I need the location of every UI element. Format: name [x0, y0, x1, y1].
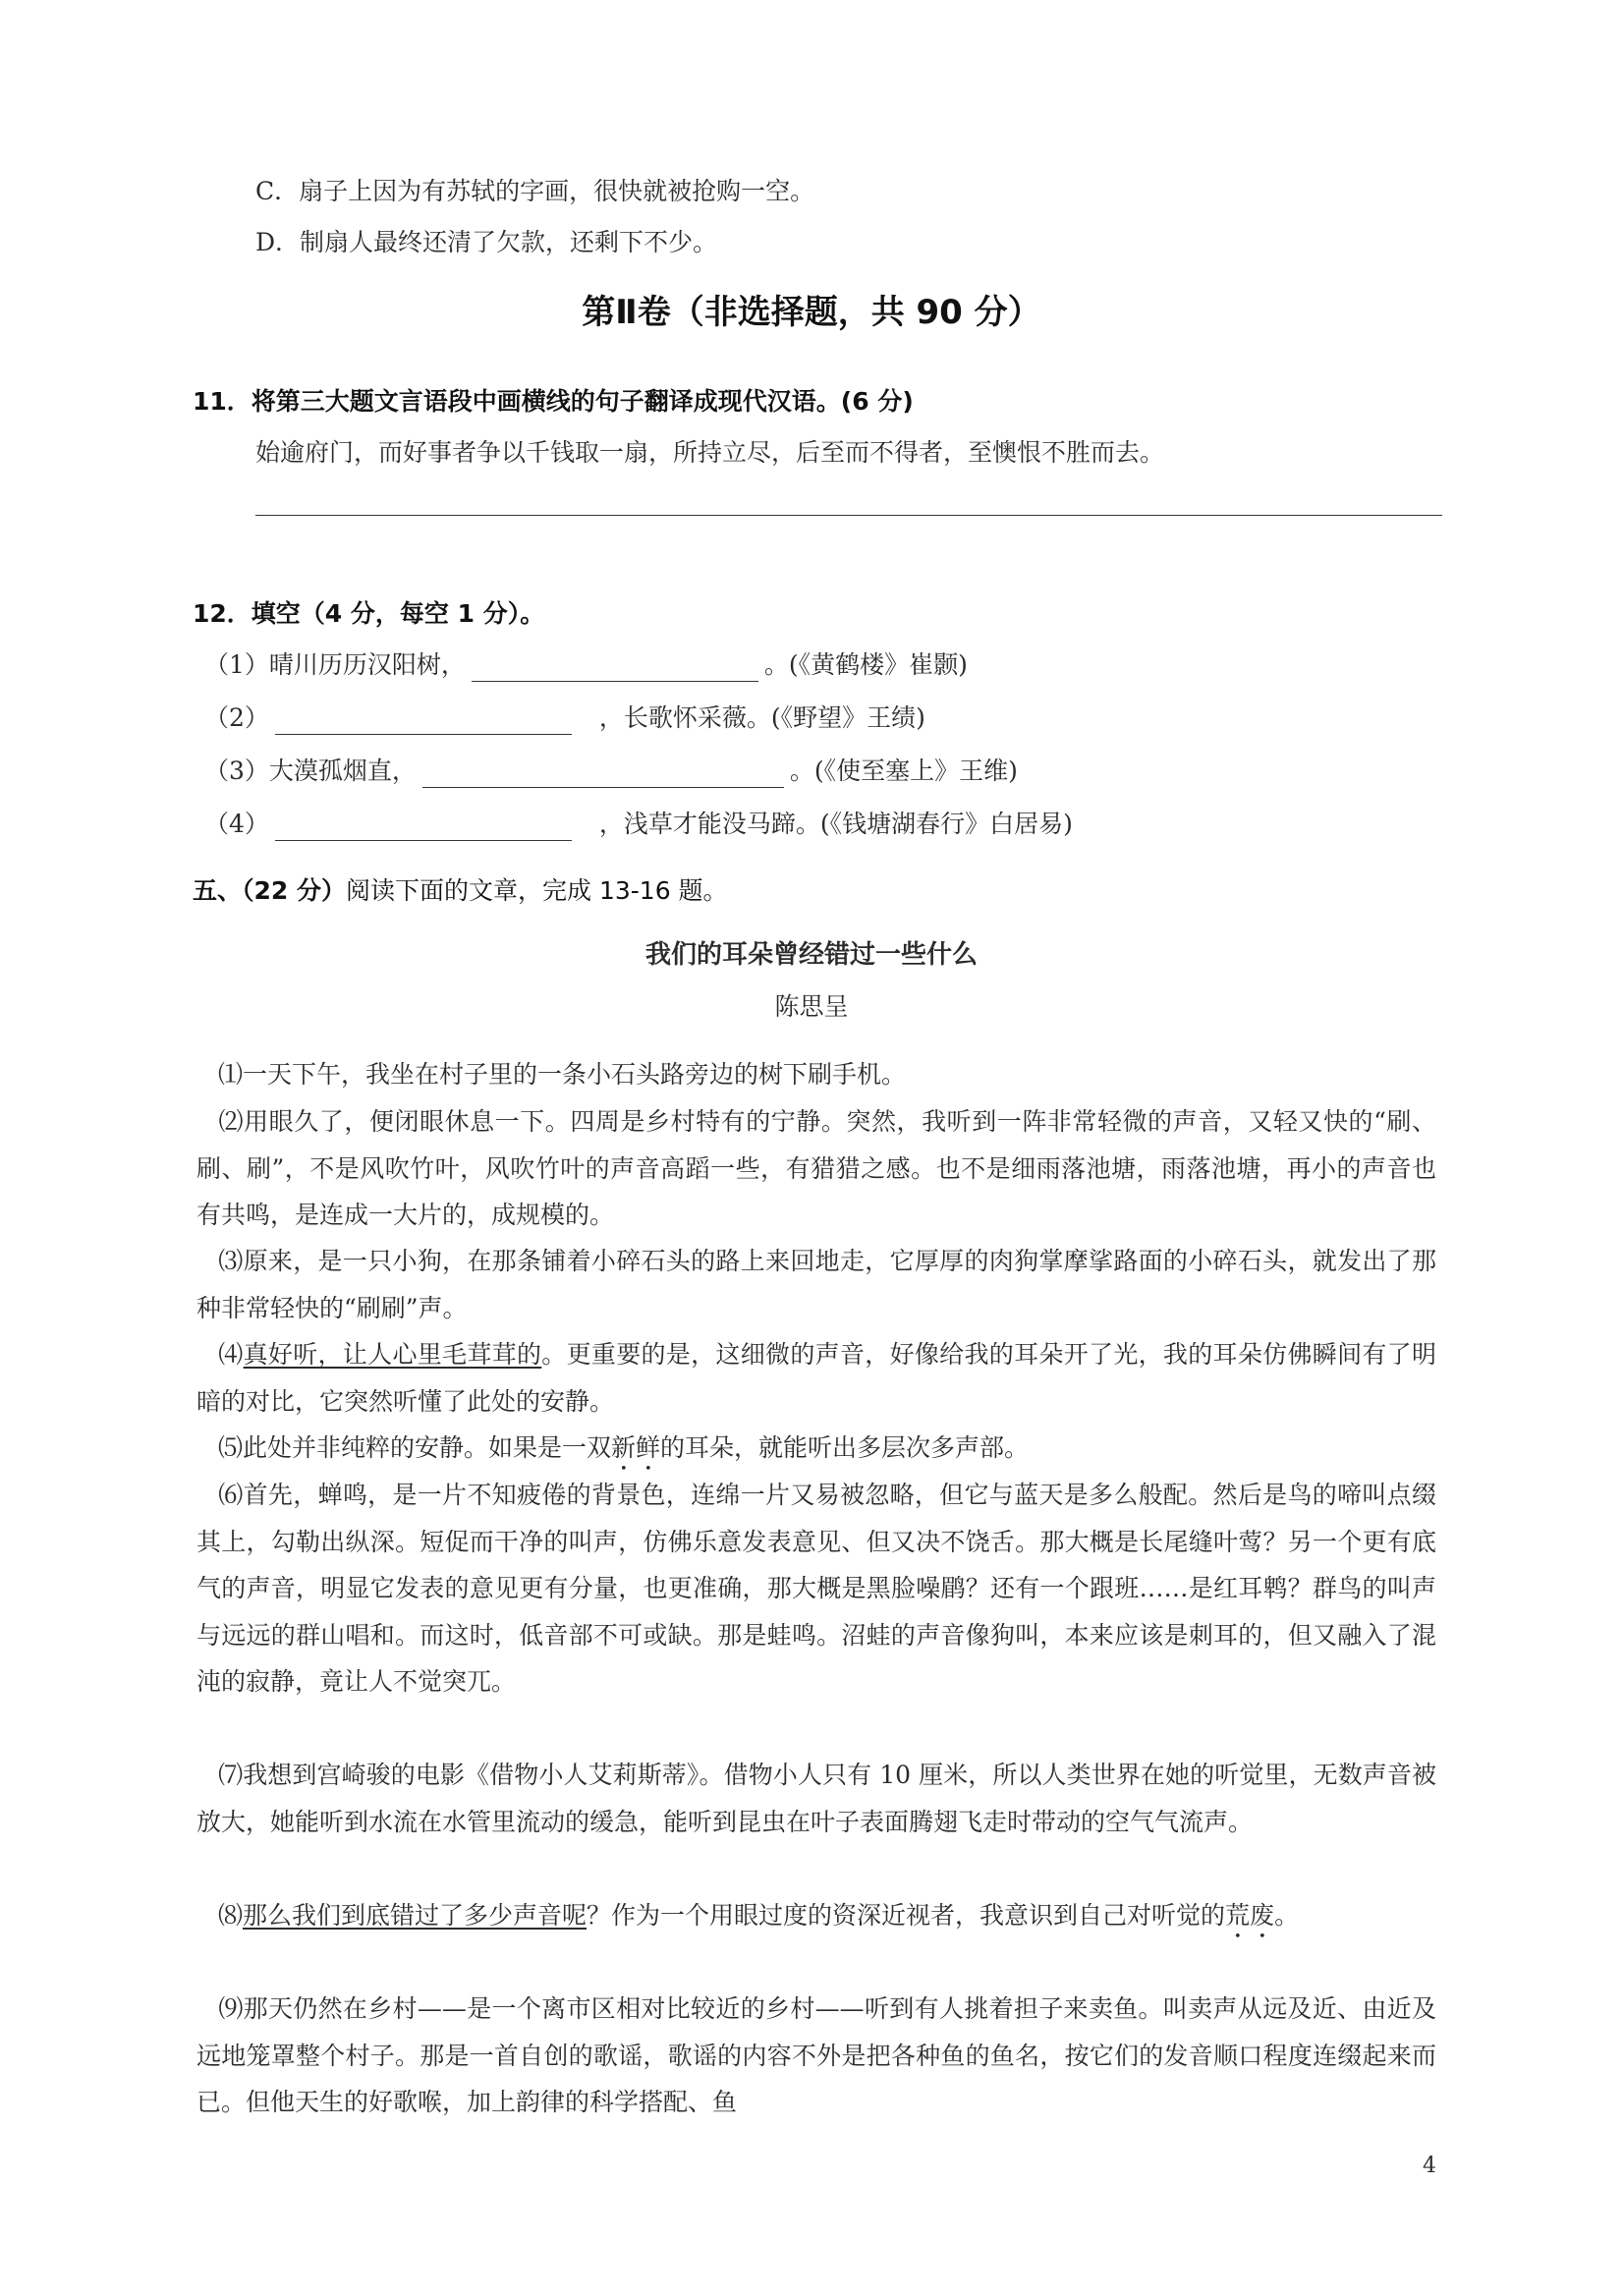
paragraph-text: 。更重要的是，这细微的声音，好像给我的耳朵开了光，我的耳朵仿佛瞬间有了明暗的对比，它突然听懂了此处的安静。 [196, 1340, 1436, 1416]
paragraph-text: 的耳朵，就能听出多层次多声部。 [660, 1433, 1030, 1462]
q12-item-num: （3） [204, 756, 269, 785]
q12-item-2 [204, 701, 925, 735]
paragraph-text: 。 [1274, 1901, 1300, 1930]
fill-blank[interactable] [275, 814, 572, 841]
q12-item-after: ，长歌怀采薇。(《野望》王绩) [598, 703, 925, 732]
paragraph-text: ？作为一个用眼过度的资深近视者，我意识到自己对听觉的 [587, 1901, 1226, 1930]
dotted-word: 新鲜 [611, 1433, 661, 1462]
q12-item-4 [204, 808, 1073, 841]
q12-item-after: ，浅草才能没马蹄。(《钱塘湖春行》白居易) [598, 810, 1073, 838]
article-paragraph-1 [196, 1051, 1436, 1098]
option-c: C．扇子上因为有苏轼的字画，很快就被抢购一空。 [255, 177, 815, 205]
section5-heading [193, 874, 728, 908]
article-paragraph-7 [196, 1752, 1436, 1845]
dotted-word: 荒废 [1225, 1901, 1275, 1930]
article-paragraph-3 [196, 1238, 1436, 1331]
paragraph-text: ⑶原来，是一只小狗，在那条铺着小碎石头的路上来回地走，它厚厚的肉狗掌摩挲路面的小碎石头，就发出了那种非常轻快的“刷刷”声。 [196, 1247, 1436, 1322]
q12-item-num: （4） [204, 810, 269, 838]
paragraph-text: ⑼那天仍然在乡村——是一个离市区相对比较近的乡村——听到有人挑着担子来卖鱼。叫卖声从远及近、由近及远地笼罩整个村子。那是一首自创的歌谣，歌谣的内容不外是把各种鱼的鱼名，按它们的发音顺口程度连缀起来而已。但他天生的好歌喉，加上韵律的科学搭配、鱼 [196, 1994, 1436, 2116]
q12-title: 12．填空（4 分，每空 1 分）。 [193, 599, 545, 628]
option-d: D．制扇人最终还清了欠款，还剩下不少。 [255, 228, 718, 256]
q11-answer-line[interactable] [255, 515, 1442, 516]
q12-item-1 [204, 648, 968, 682]
article-paragraph-5 [196, 1425, 1436, 1477]
article-author: 陈思呈 [774, 992, 849, 1021]
paragraph-text: ⑵用眼久了，便闭眼休息一下。四周是乡村特有的宁静。突然，我听到一阵非常轻微的声音，又轻又快的“刷、刷、刷”，不是风吹竹叶，风吹竹叶的声音高蹈一些，有猎猎之感。也不是细雨落池塘，雨落池塘，再小的声音也有共鸣，是连成一大片的，成规模的。 [196, 1107, 1436, 1229]
article-paragraph-6 [196, 1472, 1436, 1706]
q12-item-after: 。(《使至塞上》王维) [789, 756, 1018, 785]
article-paragraph-2 [196, 1098, 1436, 1239]
paragraph-text: ⑺我想到宫崎骏的电影《借物小人艾莉斯蒂》。借物小人只有 10 厘米，所以人类世界在她的听觉里，无数声音被放大，她能听到水流在水管里流动的缓急，能听到昆虫在叶子表面腾翅飞走时带动的空气气流声。 [196, 1761, 1436, 1836]
paragraph-num: ⑷ [218, 1340, 244, 1369]
q12-item-num: （1） [204, 650, 269, 679]
underlined-sentence: 那么我们到底错过了多少声音呢 [243, 1901, 588, 1930]
fill-blank[interactable] [422, 761, 784, 788]
article-paragraph-8 [196, 1892, 1436, 1944]
paragraph-text: ⑹首先，蝉鸣，是一片不知疲倦的背景色，连绵一片又易被忽略，但它与蓝天是多么般配。然后是鸟的啼叫点缀其上，勾勒出纵深。短促而干净的叫声，仿佛乐意发表意见、但又决不饶舌。那大概是长尾缝叶莺？另一个更有底气的声音，明显它发表的意见更有分量，也更准确，那大概是黑脸噪鹛？还有一个跟班……是红耳鹎？群鸟的叫声与远远的群山唱和。而这时，低音部不可或缺。那是蛙鸣。沼蛙的声音像狗叫，本来应该是刺耳的，但又融入了混沌的寂静，竟让人不觉突兀。 [196, 1481, 1436, 1696]
page-number: 4 [1423, 2154, 1436, 2178]
section5-instruction: 阅读下面的文章，完成 13-16 题。 [346, 876, 728, 905]
section5-score: （22 分） [242, 876, 347, 905]
q12-item-3 [204, 755, 1018, 788]
article-paragraph-9 [196, 1986, 1436, 2126]
q12-item-before: 晴川历历汉阳树， [268, 650, 466, 679]
underlined-sentence: 真好听，让人心里毛茸茸的 [243, 1340, 542, 1369]
article-title: 我们的耳朵曾经错过一些什么 [644, 940, 978, 970]
fill-blank[interactable] [275, 708, 572, 735]
article-paragraph-4 [196, 1331, 1436, 1425]
q12-item-after: 。(《黄鹤楼》崔颢) [763, 650, 968, 679]
section5-label: 五、 [193, 876, 243, 905]
paragraph-num: ⑻ [218, 1901, 244, 1930]
part2-title: 第Ⅱ卷（非选择题，共 90 分） [582, 293, 1041, 332]
q12-item-before: 大漠孤烟直， [268, 756, 417, 785]
q11-sentence: 始逾府门，而好事者争以千钱取一扇，所持立尽，后至而不得者，至懊恨不胜而去。 [255, 438, 1165, 467]
paragraph-text: ⑴一天下午，我坐在村子里的一条小石头路旁边的树下刷手机。 [218, 1060, 907, 1089]
q11-title: 11．将第三大题文言语段中画横线的句子翻译成现代汉语。(6 分) [193, 387, 914, 416]
q12-item-num: （2） [204, 703, 269, 732]
fill-blank[interactable] [472, 655, 758, 682]
paragraph-text: ⑸此处并非纯粹的安静。如果是一双 [218, 1433, 612, 1462]
